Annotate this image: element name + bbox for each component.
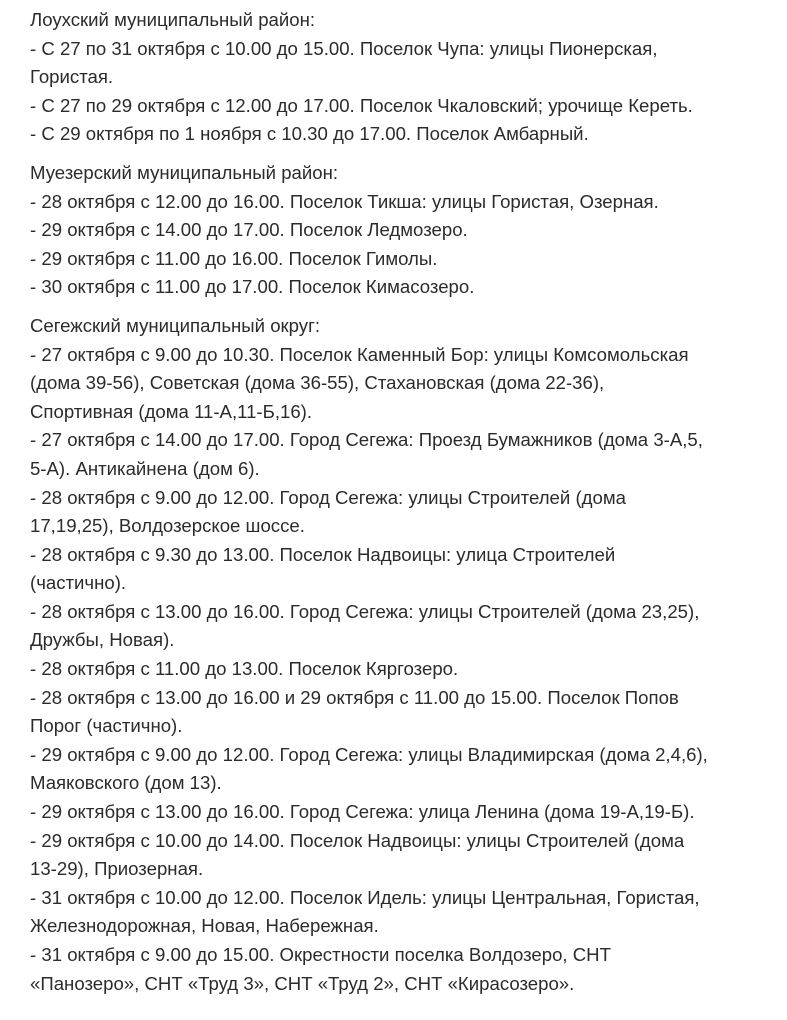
schedule-line: - С 27 по 31 октября с 10.00 до 15.00. Поселок Чупа: улицы Пионерская, bbox=[30, 37, 658, 59]
schedule-line: - 29 октября с 13.00 до 16.00. Город Сегежа: улица Ленина (дома 19-А,19-Б). bbox=[30, 801, 695, 823]
schedule-line: - 27 октября с 14.00 до 17.00. Город Сегежа: Проезд Бумажников (дома 3-А,5, bbox=[30, 429, 703, 451]
outage-schedule-document bbox=[30, 6, 780, 998]
schedule-line: - 29 октября с 10.00 до 14.00. Поселок Надвоицы: улицы Строителей (дома bbox=[30, 829, 685, 851]
schedule-line: - С 29 октября по 1 ноября с 10.30 до 17.00. Поселок Амбарный. bbox=[30, 123, 589, 145]
schedule-line: 17,19,25), Волдозерское шоссе. bbox=[30, 515, 305, 537]
district-section bbox=[30, 312, 780, 998]
district-heading: Муезерский муниципальный район: bbox=[30, 161, 339, 183]
schedule-line: Дружбы, Новая). bbox=[30, 629, 175, 651]
schedule-line: (дома 39-56), Советская (дома 36-55), Стахановская (дома 22-36), bbox=[30, 372, 605, 394]
schedule-line: - 29 октября с 14.00 до 17.00. Поселок Ледмозеро. bbox=[30, 219, 468, 241]
schedule-line: Маяковского (дом 13). bbox=[30, 772, 222, 794]
schedule-line: «Панозеро», СНТ «Труд 3», СНТ «Труд 2», СНТ «Кирасозеро». bbox=[30, 972, 575, 994]
schedule-line: Гористая. bbox=[30, 66, 114, 88]
district-section bbox=[30, 6, 780, 149]
district-heading: Сегежский муниципальный округ: bbox=[30, 314, 321, 336]
schedule-line: - С 27 по 29 октября с 12.00 до 17.00. Поселок Чкаловский; урочище Кереть. bbox=[30, 94, 693, 116]
schedule-line: - 27 октября с 9.00 до 10.30. Поселок Каменный Бор: улицы Комсомольская bbox=[30, 343, 689, 365]
schedule-line: - 31 октября с 9.00 до 15.00. Окрестности поселка Волдозеро, СНТ bbox=[30, 944, 611, 965]
schedule-line: 13-29), Приозерная. bbox=[30, 858, 204, 880]
schedule-line: 5-А). Антикайнена (дом 6). bbox=[30, 457, 260, 479]
schedule-line: Спортивная (дома 11-А,11-Б,16). bbox=[30, 400, 313, 422]
schedule-line: (частично). bbox=[30, 572, 127, 594]
schedule-line: - 30 октября с 11.00 до 17.00. Поселок Кимасозеро. bbox=[30, 276, 475, 298]
schedule-line: - 28 октября с 12.00 до 16.00. Поселок Тикша: улицы Гористая, Озерная. bbox=[30, 190, 659, 212]
schedule-line: - 28 октября с 13.00 до 16.00 и 29 октября с 11.00 до 15.00. Поселок Попов bbox=[30, 686, 679, 708]
schedule-line: - 28 октября с 11.00 до 13.00. Поселок Кяргозеро. bbox=[30, 658, 459, 680]
schedule-line: - 29 октября с 9.00 до 12.00. Город Сегежа: улицы Владимирская (дома 2,4,6), bbox=[30, 743, 708, 765]
schedule-line: Порог (частично). bbox=[30, 715, 183, 737]
schedule-line: - 28 октября с 9.00 до 12.00. Город Сегежа: улицы Строителей (дома bbox=[30, 486, 626, 508]
district-heading: Лоухский муниципальный район: bbox=[30, 9, 316, 30]
schedule-line: - 28 октября с 9.30 до 13.00. Поселок Надвоицы: улица Строителей bbox=[30, 543, 616, 565]
schedule-line: Железнодорожная, Новая, Набережная. bbox=[30, 915, 379, 937]
district-section bbox=[30, 159, 780, 302]
schedule-line: - 31 октября с 10.00 до 12.00. Поселок Идель: улицы Центральная, Гористая, bbox=[30, 886, 700, 908]
schedule-line: - 28 октября с 13.00 до 16.00. Город Сегежа: улицы Строителей (дома 23,25), bbox=[30, 600, 700, 622]
schedule-line: - 29 октября с 11.00 до 16.00. Поселок Гимолы. bbox=[30, 247, 438, 269]
